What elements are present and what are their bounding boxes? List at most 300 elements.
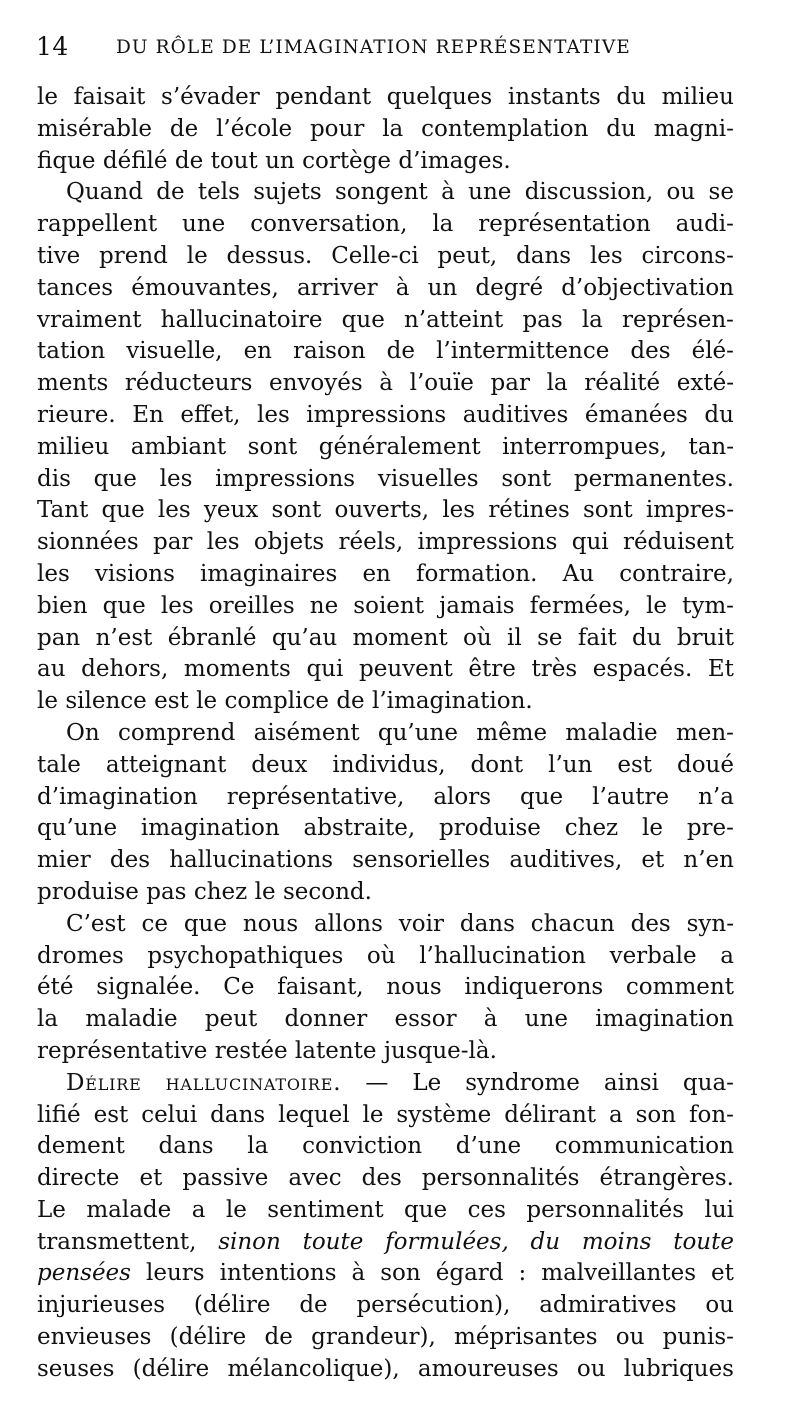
text-line [37,1322,734,1354]
word: ne [309,592,339,619]
word: l’un [548,751,593,778]
word: où [366,942,396,969]
word: Le [37,1196,66,1223]
word: comprend [117,719,236,746]
word: faisant, [277,974,364,1001]
word: l’autre [592,783,670,810]
word: qui [306,656,344,683]
word: personnalités [421,1165,580,1192]
word: produise [439,815,541,842]
word: une [182,211,226,238]
word: auditives, [509,847,623,874]
word: voir [398,910,444,937]
word: de [299,1292,328,1319]
word: des [630,338,671,365]
text-line [37,623,734,655]
text-line [37,1290,734,1322]
word: tances [37,274,114,301]
text-line [37,1227,734,1259]
word: contemplation [421,115,589,142]
word: silence [65,688,147,715]
word: la [546,370,568,397]
word: ébranlé [167,624,257,651]
word: grandeur), [311,1324,436,1351]
word: n’en [683,847,734,874]
word: impres- [645,497,734,524]
word: prend [99,242,168,269]
text-line [37,209,734,241]
word: hallucinatoire [160,306,323,333]
word: dromes [37,942,124,969]
word: et [641,847,665,874]
word: fait [577,624,617,651]
word: moins [581,1228,652,1255]
word: égard [435,1260,504,1287]
word: pour [309,115,365,142]
text-line [37,941,734,973]
word: le [225,1196,247,1223]
word: songent [334,179,428,206]
word: signalée. [96,974,201,1001]
word: a [608,1101,623,1128]
word: et [139,1165,163,1192]
word: les [256,401,290,428]
word: imagination [595,1006,734,1033]
text-line [37,1004,734,1036]
word: Tant [37,497,89,524]
word: chacun [530,910,615,937]
word: est [93,1101,129,1128]
word: par [490,370,530,397]
word: ou [576,1355,606,1382]
word: rieure. [37,401,116,428]
word: le [642,815,663,842]
word: réducteurs [124,370,253,397]
word: ou [705,1292,734,1319]
word: que [183,910,227,937]
word: pendant [275,84,372,110]
word: est [154,688,189,715]
text-line [37,845,734,877]
word: son [380,1260,421,1287]
word: fique [37,147,96,174]
word: intentions [219,1260,337,1287]
word: rétines [488,497,570,524]
word: produise [37,878,139,905]
word: communication [554,1133,734,1160]
word: qui [571,529,609,556]
word: abstraite, [303,815,416,842]
word: individus, [332,751,446,778]
text-line [37,273,734,305]
word: fon- [688,1101,734,1128]
word: oreilles [208,592,295,619]
text-line [37,654,734,686]
text-line [37,782,734,814]
word: de [336,688,365,715]
word: être [468,656,516,683]
word: d’objectivation [561,274,734,301]
word: pas [522,306,563,333]
word: de [174,147,204,174]
word: essor [394,1006,457,1033]
word: peut [204,1006,258,1033]
word: que [102,592,146,619]
word: à [351,1260,366,1287]
word: transmettent, [37,1228,197,1255]
word: dont [470,751,524,778]
word: le [37,84,58,110]
word: à [379,370,394,397]
word: un [265,147,295,174]
word: le [196,688,218,715]
word: et [711,1260,734,1287]
word: à [483,1006,498,1033]
word: ces [467,1196,506,1223]
word: un [427,274,458,301]
word: tation [37,338,106,365]
word: que [101,497,145,524]
word: directe [37,1165,120,1192]
word: très [531,656,578,683]
word: le [37,688,58,715]
word: représen- [622,306,734,333]
word: sensorielles [352,847,491,874]
word: des [361,1165,402,1192]
word: auditives [462,401,569,428]
word: envieuses [37,1324,152,1351]
page-number: 14 [36,32,69,61]
word: impressions [417,529,558,556]
word: nous [242,910,299,937]
word: tym- [682,592,734,619]
running-title: DU RÔLE DE L’IMAGINATION REPRÉSENTATIVE [116,37,631,58]
word: toute [673,1228,734,1255]
word: — [365,1069,389,1096]
word: représentative [37,1037,208,1064]
word: se [708,179,734,206]
word: ouverts, [334,497,430,524]
word: Le [412,1069,442,1096]
word: que [341,306,385,333]
word: En [132,401,164,428]
word: au [37,656,66,683]
word: chez [193,878,248,905]
word: C’est [66,910,126,937]
text-line [37,82,734,114]
word: délirant [504,1101,597,1128]
word: de [169,115,199,142]
text-line [37,1258,734,1290]
word: sionnées [37,529,139,556]
word: envoyés [269,370,363,397]
section-heading-word: Délire [66,1069,142,1096]
word: sont [501,465,552,492]
text-line [37,1036,734,1068]
word: interrompues, [502,433,668,460]
word: : [518,1260,527,1287]
word: sujets [253,179,322,206]
word: que [520,783,564,810]
word: qu’au [271,624,338,651]
text-line [37,1100,734,1132]
word: la [581,306,603,333]
text-line [37,750,734,782]
text-line [37,1068,734,1100]
word: à [395,274,410,301]
word: visuelle, [126,338,223,365]
word: lequel [278,1101,350,1128]
word: jamais [439,592,515,619]
text-line [37,718,734,750]
word: leurs [146,1260,205,1287]
word: qua- [682,1069,734,1096]
word: imaginaires [200,560,338,587]
word: admiratives [539,1292,677,1319]
word: amoureuses [417,1355,559,1382]
word: du [616,84,646,110]
word: des [109,847,151,874]
word: la [382,115,404,142]
word: qu’une [37,815,118,842]
word: de [156,179,185,206]
word: effet, [180,401,241,428]
text-line [37,909,734,941]
word: du [606,115,636,142]
word: se [537,624,563,651]
word: peut, [437,242,498,269]
word: raison [293,338,366,365]
word: peuvent [358,656,453,683]
word: méprisantes [454,1324,598,1351]
word: lui [704,1196,734,1223]
word: d’une [455,1133,522,1160]
word: circons- [641,242,734,269]
word: représentative, [226,783,405,810]
word: il [507,624,522,651]
text-line [37,305,734,337]
word: pan [37,624,81,651]
word: tout [210,147,258,174]
word: le [646,592,668,619]
text-line [37,146,734,178]
word: le [254,878,276,905]
word: dans [210,1101,266,1128]
word: visuelles [377,465,479,492]
word: dans [158,1133,214,1160]
word: le [186,242,208,269]
word: ainsi [603,1069,659,1096]
word: les [442,497,476,524]
word: milieu [661,84,734,110]
word: Et [707,656,734,683]
word: moments [183,656,291,683]
word: fermées, [529,592,631,619]
word: instants [507,84,601,110]
word: personnalités [526,1196,685,1223]
text-line [37,177,734,209]
word: les [37,560,70,587]
word: ou [666,179,696,206]
word: discussion, [524,179,654,206]
word: punis- [662,1324,734,1351]
word: magni- [653,115,734,142]
word: alors [433,783,492,810]
word: nous [386,974,442,1001]
word: exté- [676,370,734,397]
word: vraiment [37,306,142,333]
word: à [441,179,455,206]
word: le [362,1101,384,1128]
word: dis [37,465,71,492]
word: dessus. [226,242,313,269]
word: son [635,1101,677,1128]
word: maladie [85,1006,178,1033]
word: objets [253,529,325,556]
word: second. [282,878,372,905]
word: atteignant [105,751,227,778]
text-line [37,432,734,464]
word: n’atteint [403,306,504,333]
word: men- [675,719,734,746]
section-heading-word: hallucinatoire. [165,1069,342,1096]
word: Celle-ci [331,242,419,269]
word: une [468,179,512,206]
text-line [37,877,734,909]
word: dement [37,1133,125,1160]
word: formation. [416,560,538,587]
word: celui [141,1101,198,1128]
word: étrangères. [599,1165,734,1192]
text-line [37,114,734,146]
word: défilé [102,147,168,174]
word: persécution), [356,1292,511,1319]
word: les [160,592,194,619]
word: visions [94,560,175,587]
text-line [37,813,734,845]
word: cortège [302,147,392,174]
word: sinon [218,1228,281,1255]
text-line [37,336,734,368]
text-line [37,400,734,432]
word: milieu [37,433,110,460]
word: du [631,624,662,651]
word: des [630,910,671,937]
word: restée [214,1037,288,1064]
word: sont [271,497,322,524]
text-line [37,1131,734,1163]
word: aisément [253,719,360,746]
word: syn- [686,910,734,937]
word: réels, [338,529,404,556]
word: complice [224,688,329,715]
word: avec [288,1165,342,1192]
word: dehors, [81,656,169,683]
word: bruit [676,624,734,651]
word: conversation, [250,211,408,238]
text-line [37,241,734,273]
word: n’est [95,624,153,651]
word: Au [562,560,595,587]
text-line [37,495,734,527]
word: verbale [609,942,697,969]
word: réduisent [622,529,734,556]
word: ambiant [130,433,227,460]
page-header [36,30,776,70]
word: lifié [37,1101,81,1128]
word: même [476,719,548,746]
word: injurieuses [37,1292,166,1319]
word: les [206,529,240,556]
word: ou [615,1324,645,1351]
word: réalité [584,370,661,397]
word: sont [247,433,298,460]
text-line [37,559,734,591]
word: doué [676,751,734,778]
word: moment [352,624,448,651]
word: ce [141,910,168,937]
text-line [37,1195,734,1227]
word: maladie [565,719,658,746]
word: espacés. [592,656,693,683]
body-text [37,82,734,1386]
word: faisait [73,84,146,110]
word: de [264,1324,293,1351]
word: rappellent [37,211,158,238]
word: contraire, [619,560,734,587]
word: bien [37,592,88,619]
word: qu’une [377,719,458,746]
word: (délire [193,1292,271,1319]
word: tale [37,751,81,778]
word: a [191,1196,206,1223]
word: tan- [688,433,734,460]
text-line [37,368,734,400]
word: toute [302,1228,364,1255]
word: Ce [223,974,255,1001]
word: émanées [584,401,688,428]
word: la [247,1133,269,1160]
text-line [37,1354,734,1386]
word: mélancolique), [227,1355,400,1382]
word: degré [475,274,544,301]
word: On [66,719,100,746]
word: soient [353,592,424,619]
text-line [37,1163,734,1195]
word: l’hallucination [419,942,586,969]
word: Quand [66,179,143,206]
word: que [93,465,137,492]
word: système [396,1101,492,1128]
word: jusque-là. [383,1037,497,1064]
word: d’imagination [37,783,198,810]
word: que [404,1196,448,1223]
word: passive [182,1165,269,1192]
word: n’a [698,783,734,810]
word: quelques [386,84,493,110]
text-line [37,464,734,496]
text-line [37,972,734,1004]
word: permanentes. [573,465,734,492]
word: formulées, [385,1228,509,1255]
text-line [37,686,734,718]
word: donner [284,1006,368,1033]
word: mier [37,847,91,874]
word: représentation [478,211,651,238]
word: été [37,974,74,1001]
word: sentiment [267,1196,384,1223]
text-line [37,591,734,623]
